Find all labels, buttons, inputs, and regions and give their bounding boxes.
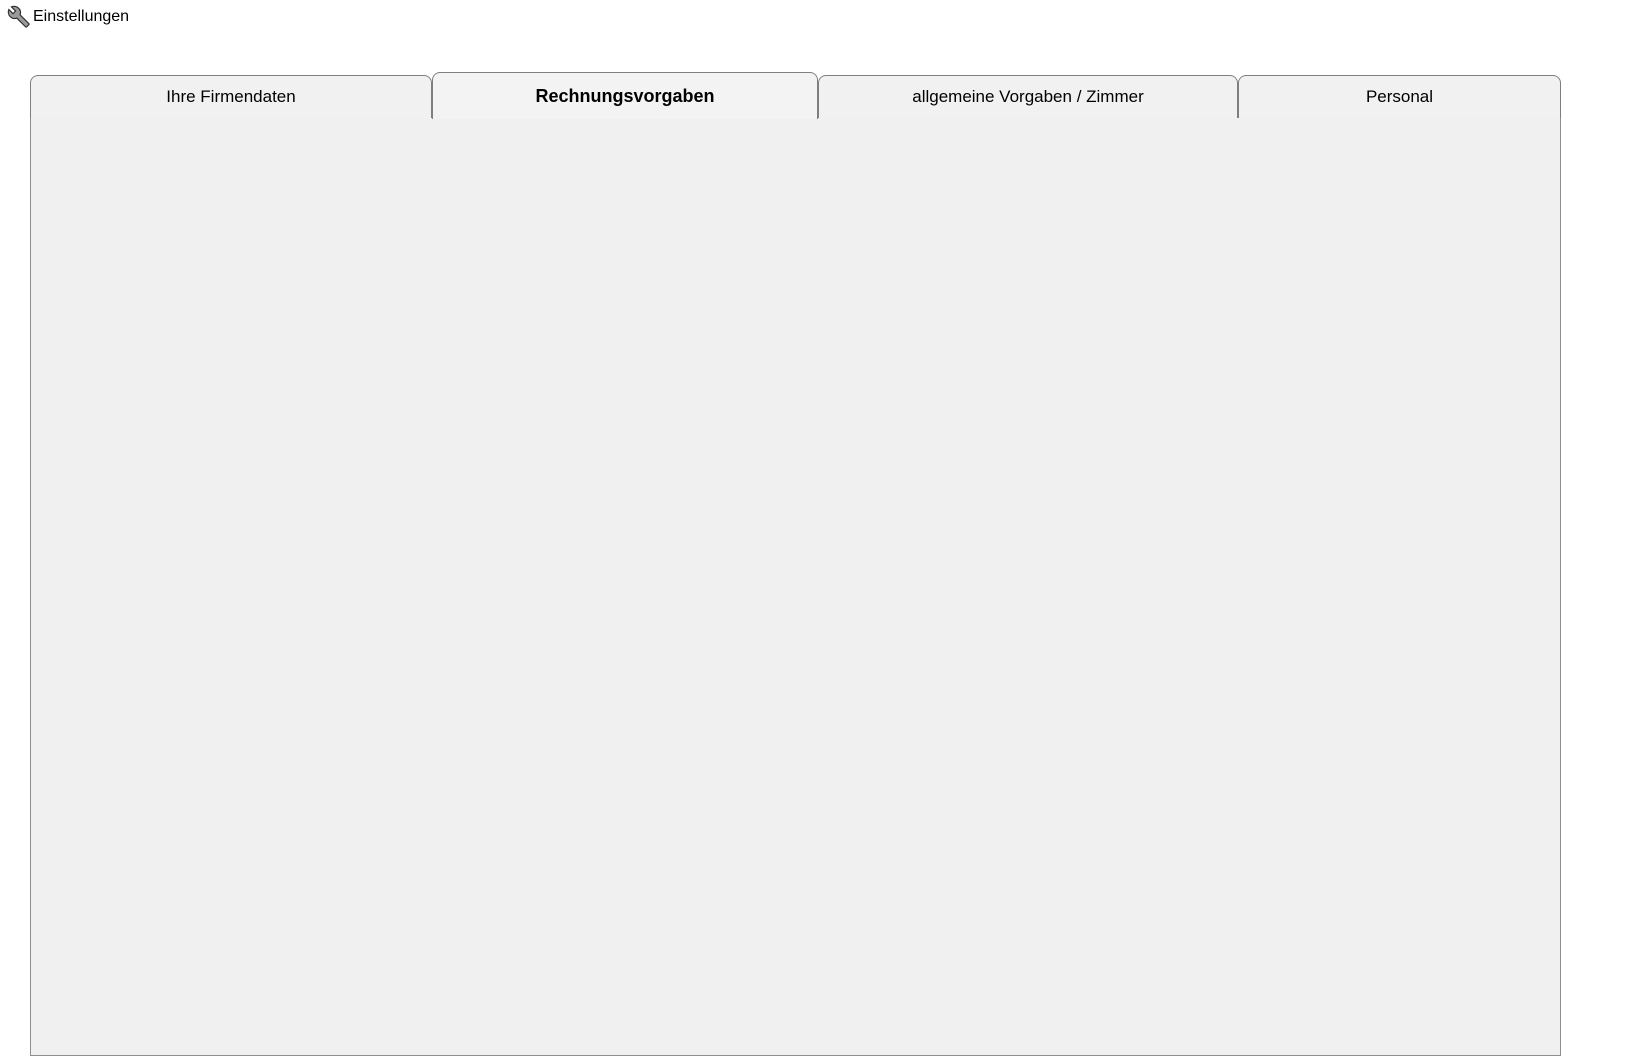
wrench-icon [7,5,30,28]
tab-label: allgemeine Vorgaben / Zimmer [912,87,1144,106]
tab-label: Rechnungsvorgaben [535,85,715,106]
tab-personal[interactable] [1238,75,1561,118]
tab-panel [30,117,1561,1056]
tab-label: Ihre Firmendaten [166,87,296,106]
tab-firmendaten[interactable] [30,75,432,118]
window-title: Einstellungen [33,8,130,25]
tab-label: Personal [1365,87,1434,106]
tab-allgemeine-vorgaben[interactable] [818,75,1238,118]
tab-rechnungsvorgaben[interactable] [432,72,818,119]
